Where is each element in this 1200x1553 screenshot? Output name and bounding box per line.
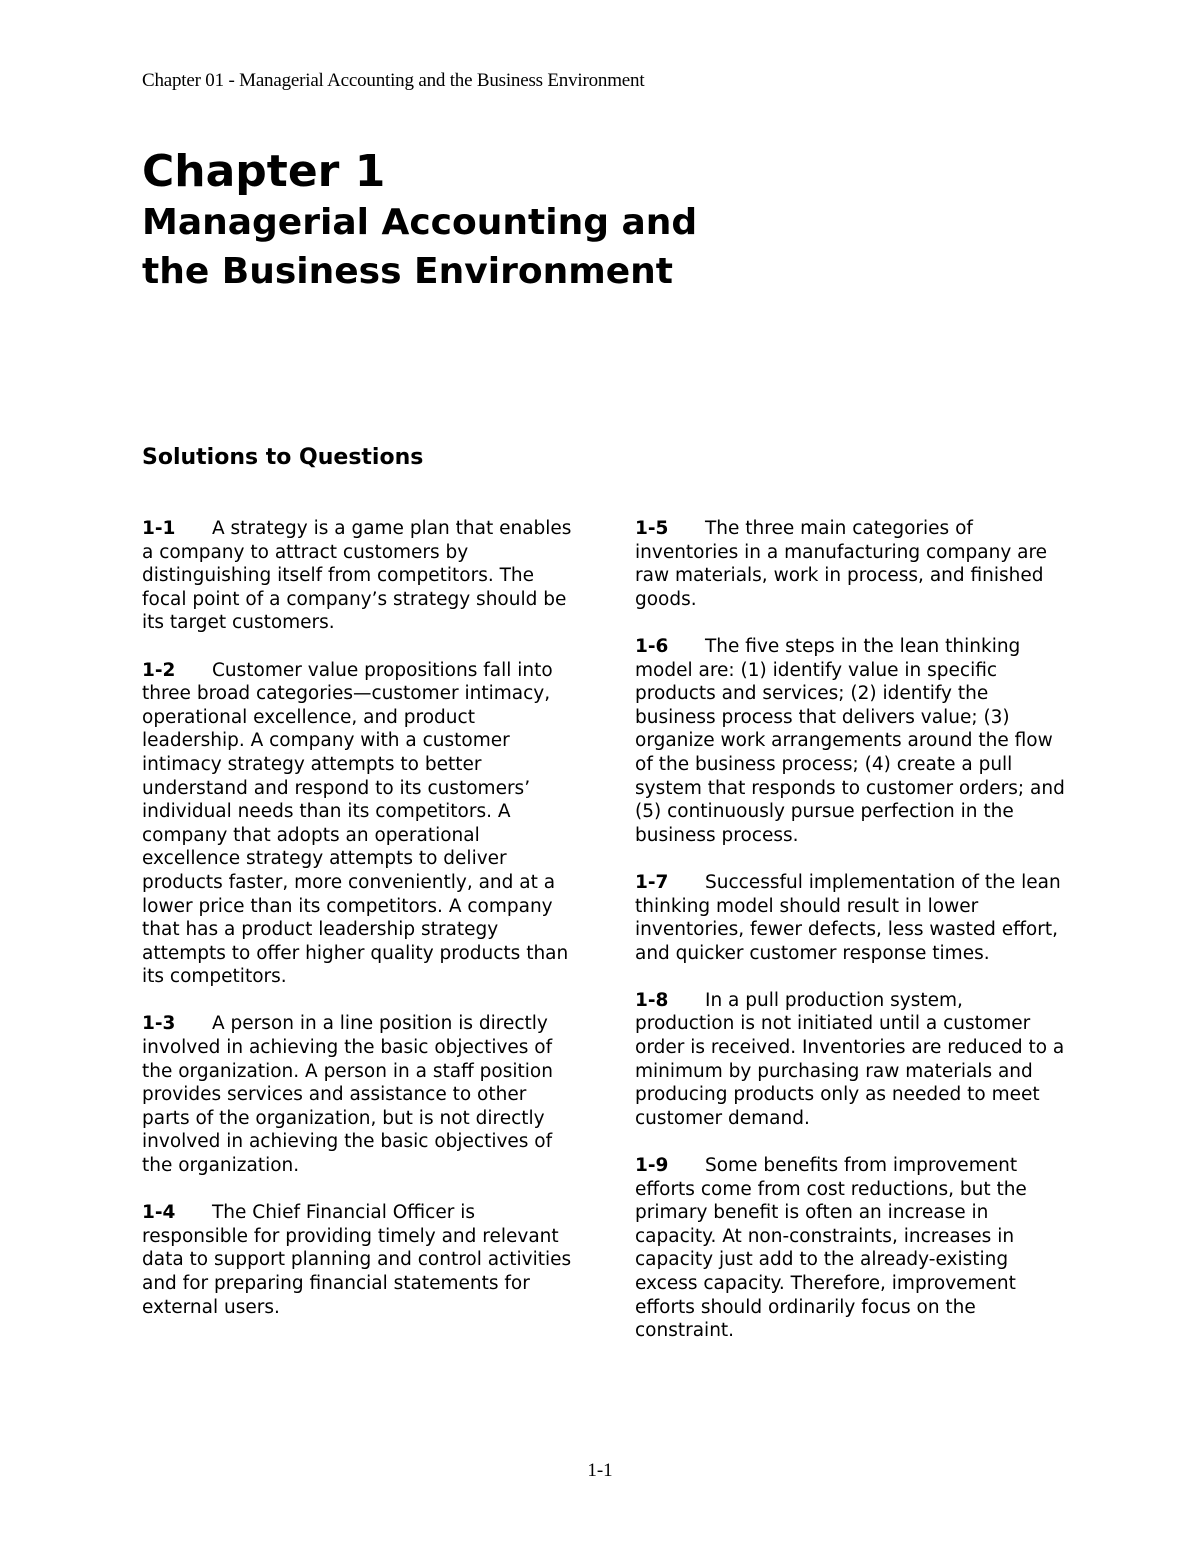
answer-text: Some benefits from improvement efforts come from cost reductions, but the primary benefit is often an increase in capacity. At non-constraints, increases in capacity just add to the already-existing excess capacity. Therefore, improvement efforts should ordinarily focus on the constraint. bbox=[635, 1155, 1027, 1342]
question-number: 1-2 bbox=[142, 659, 176, 681]
answer-text: Customer value propositions fall into three broad categories—customer intimacy, operational excellence, and product leadership. A company with a customer intimacy strategy attempts to better understand and respond to its customers’ individual needs than its competitors. A company that adopts an operational excellence strategy attempts to deliver products faster, more conveniently, and at a lower price than its competitors. A company that has a product leadership strategy attempts to offer higher quality products than its competitors. bbox=[142, 659, 569, 988]
answers-left-column bbox=[142, 517, 572, 1343]
section-heading: Solutions to Questions bbox=[142, 445, 424, 470]
answer-text: A strategy is a game plan that enables a company to attract customers by distinguishing itself from competitors. The focal point of a company’s strategy should be its target customers. bbox=[142, 518, 572, 634]
answer-1-3 bbox=[142, 1012, 572, 1177]
question-number: 1-1 bbox=[142, 518, 176, 539]
answer-1-7 bbox=[635, 871, 1065, 965]
chapter-title: Chapter 1 bbox=[142, 146, 386, 197]
answer-text: The Chief Financial Officer is responsible for providing timely and relevant data to support planning and control activities and for preparing financial statements for external users. bbox=[142, 1202, 572, 1318]
answer-text: The three main categories of inventories in a manufacturing company are raw materials, work in process, and finished goods. bbox=[635, 518, 1048, 610]
answer-text: The five steps in the lean thinking model are: (1) identify value in specific products and services; (2) identify the business process that delivers value; (3) organize work arrangements around the flow of the business process; (4) create a pull system that responds to customer orders; and (5) continuously pursue perfection in the business process. bbox=[635, 635, 1065, 846]
chapter-subtitle: Managerial Accounting and the Business Environment bbox=[142, 202, 698, 292]
answer-text: A person in a line position is directly involved in achieving the basic objectives of the organization. A person in a staff position provides services and assistance to other parts of the organization, but is not directly involved in achieving the basic objectives of the organization. bbox=[142, 1013, 553, 1177]
question-number: 1-3 bbox=[142, 1013, 176, 1035]
answer-1-5 bbox=[635, 517, 1065, 611]
answer-1-2 bbox=[142, 659, 572, 989]
answer-1-6 bbox=[635, 635, 1065, 847]
question-number: 1-6 bbox=[635, 635, 669, 657]
page-number: 1-1 bbox=[587, 1460, 613, 1481]
question-number: 1-9 bbox=[635, 1155, 669, 1177]
answers-right-column bbox=[635, 517, 1065, 1366]
answer-text: Successful implementation of the lean thinking model should result in lower inventories, fewer defects, less wasted effort, and quicker customer response times. bbox=[635, 871, 1061, 964]
question-number: 1-8 bbox=[635, 989, 669, 1011]
answer-text: In a pull production system, production is not initiated until a customer order is received. Inventories are reduced to a minimum by purchasing raw materials and producing products only as needed to meet customer demand. bbox=[635, 989, 1065, 1129]
question-number: 1-5 bbox=[635, 518, 669, 539]
running-header: Chapter 01 - Managerial Accounting and the Business Environment bbox=[142, 70, 645, 91]
answer-1-9 bbox=[635, 1154, 1065, 1343]
question-number: 1-4 bbox=[142, 1202, 176, 1224]
answer-1-4 bbox=[142, 1201, 572, 1319]
question-number: 1-7 bbox=[635, 871, 669, 893]
answer-1-1 bbox=[142, 517, 572, 635]
answer-1-8 bbox=[635, 989, 1065, 1131]
